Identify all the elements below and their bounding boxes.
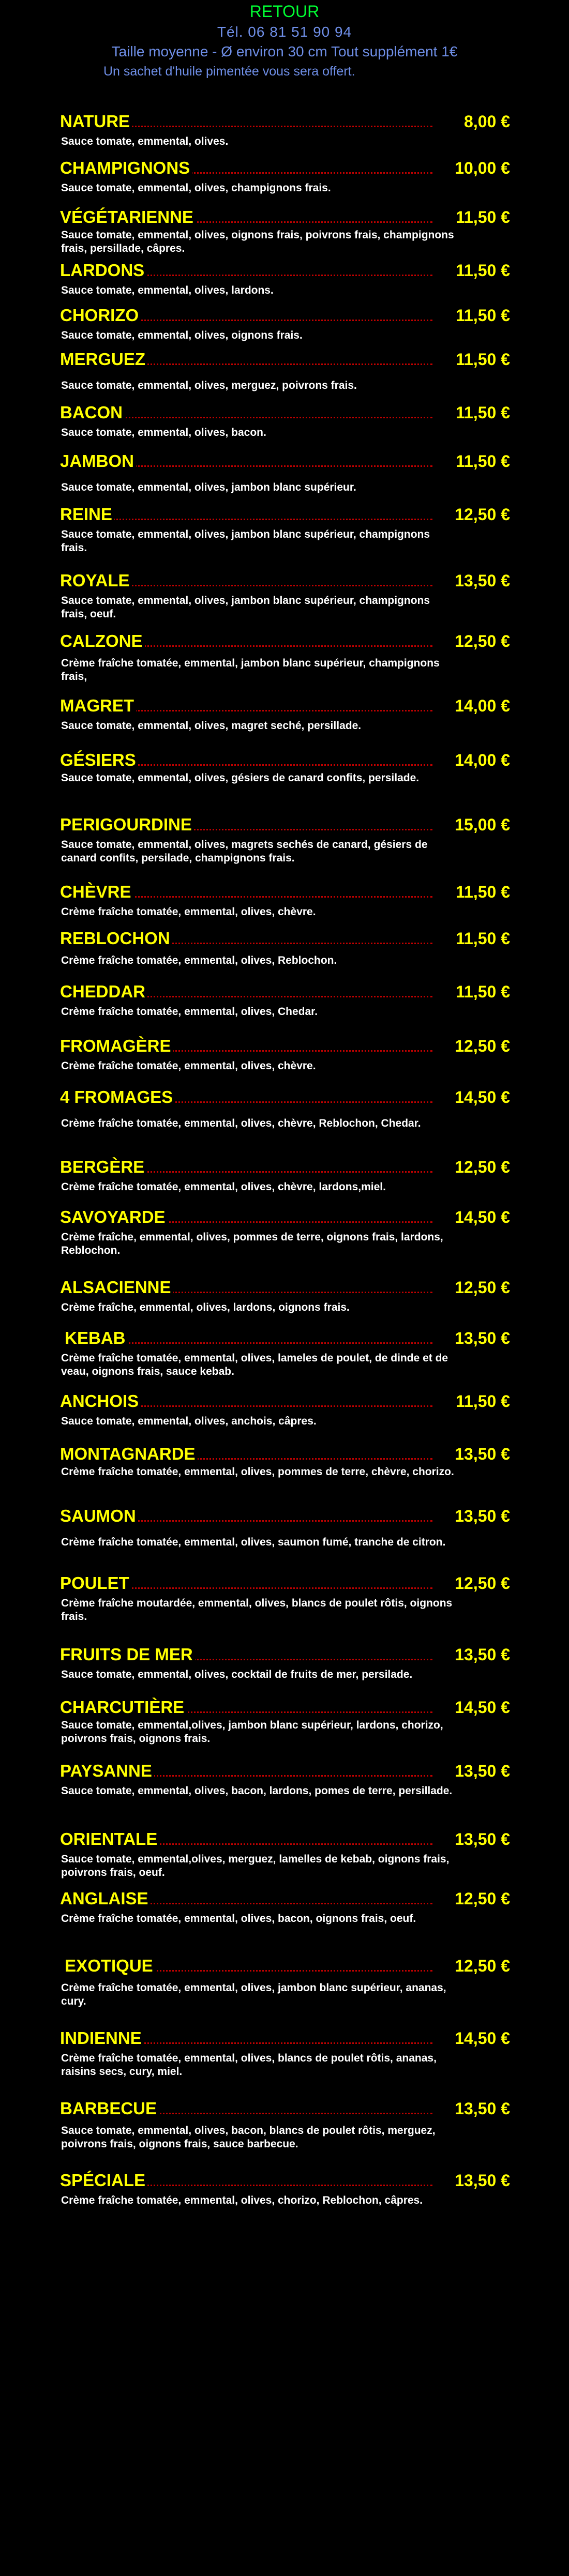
pizza-price: 10,00 € (452, 158, 510, 178)
pizza-ingredients: Sauce tomate, emmental, olives, bacon, lardons, pomes de terre, persillade. (61, 1785, 453, 1797)
pizza-ingredients: Crème fraîche tomatée, emmental, olives, chèvre, Reblochon, Chedar. (61, 1117, 421, 1129)
pizza-name: LARDONS (60, 260, 146, 281)
pizza-price: 14,50 € (452, 1087, 510, 1108)
pizza-ingredients: Crème fraîche tomatée, emmental, olives, lameles de poulet, de dinde et de veau, oignons frais, sauce kebab. (61, 1352, 448, 1377)
pizza-ingredients: Sauce tomate, emmental, olives, jambon blanc supérieur, champignons frais. (61, 528, 430, 554)
pizza-name: SPÉCIALE (60, 2170, 147, 2191)
pizza-ingredients: Sauce tomate, emmental, olives, merguez, poivrons frais. (61, 380, 357, 391)
pizza-name: NATURE (60, 111, 132, 132)
pizza-ingredients: Sauce tomate, emmental, olives, oignons frais, poivrons frais, champignons frais, persillade, câpres. (61, 229, 454, 254)
menu-item-row (60, 207, 510, 228)
menu-item-row (60, 1036, 510, 1056)
pizza-price: 13,50 € (452, 1328, 510, 1348)
pizza-name: POULET (60, 1573, 131, 1594)
pizza-price: 13,50 € (452, 1506, 510, 1526)
pizza-name: EXOTIQUE (60, 1956, 155, 1976)
pizza-price: 12,50 € (452, 1573, 510, 1594)
pizza-name: ANCHOIS (60, 1391, 141, 1412)
pizza-name: MAGRET (60, 695, 136, 716)
pizza-ingredients: Sauce tomate, emmental, olives, jambon blanc supérieur, champignons frais, oeuf. (61, 595, 430, 620)
pizza-price: 13,50 € (452, 1644, 510, 1665)
pizza-name: SAUMON (60, 1506, 138, 1526)
pizza-ingredients: Sauce tomate, emmental,olives, merguez, lamelles de kebab, oignons frais, poivrons frais, oeuf. (61, 1853, 450, 1878)
pizza-name: PAYSANNE (60, 1761, 154, 1781)
pizza-price: 12,50 € (452, 1036, 510, 1056)
menu-item-row (60, 631, 510, 651)
pizza-ingredients: Crème fraîche tomatée, emmental, jambon blanc supérieur, champignons frais, (61, 657, 440, 683)
pizza-ingredients: Crème fraîche tomatée, emmental, olives, saumon fumé, tranche de citron. (61, 1536, 446, 1548)
menu-item-row (60, 1829, 510, 1850)
pizza-name: CHARCUTIÈRE (60, 1697, 186, 1718)
pizza-price: 14,00 € (452, 750, 510, 770)
pizza-name: KEBAB (60, 1328, 128, 1348)
menu-item-row (60, 2098, 510, 2119)
pizza-name: BACON (60, 402, 125, 423)
pizza-price: 13,50 € (452, 2170, 510, 2191)
pizza-price: 11,50 € (453, 402, 510, 423)
pizza-name: MONTAGNARDE (60, 1444, 198, 1464)
menu-item-row (60, 260, 510, 281)
pizza-name: REINE (60, 504, 114, 525)
pizza-ingredients: Sauce tomate, emmental, olives, bacon. (61, 427, 266, 438)
menu-item-row (60, 695, 510, 716)
pizza-name: BARBECUE (60, 2098, 159, 2119)
pizza-ingredients: Crème fraîche tomatée, emmental, olives, blancs de poulet rôtis, ananas, raisins secs, cury, miel. (61, 2052, 437, 2078)
pizza-price: 11,50 € (453, 882, 510, 902)
menu-item-row (60, 570, 510, 591)
pizza-name: GÉSIERS (60, 750, 138, 770)
pizza-name: ANGLAISE (60, 1888, 151, 1909)
pizza-name: CHÈVRE (60, 882, 133, 902)
pizza-price: 11,50 € (453, 260, 510, 281)
pizza-price: 12,50 € (452, 504, 510, 525)
pizza-price: 11,50 € (453, 305, 510, 326)
retour-link[interactable]: RETOUR (249, 2, 320, 21)
pizza-ingredients: Sauce tomate, emmental, olives, lardons. (61, 284, 274, 296)
menu-item-row (60, 1573, 510, 1594)
menu-item-row (60, 2170, 510, 2191)
pizza-name: SAVOYARDE (60, 1207, 168, 1228)
menu-item-row (60, 111, 510, 132)
pizza-ingredients: Crème fraîche tomatée, emmental, olives, chèvre. (61, 1060, 316, 1072)
pizza-name: VÉGÉTARIENNE (60, 207, 196, 228)
menu-item-row (60, 750, 510, 770)
pizza-name: MERGUEZ (60, 349, 147, 370)
pizza-ingredients: Sauce tomate, emmental, olives, anchois, câpres. (61, 1415, 317, 1427)
menu-item-row (60, 1207, 510, 1228)
pizza-ingredients: Sauce tomate, emmental, olives, cocktail de fruits de mer, persilade. (61, 1669, 413, 1680)
menu-item-row (60, 349, 510, 370)
menu-item-row (60, 305, 510, 326)
pizza-price: 11,50 € (453, 451, 510, 472)
pizza-ingredients: Crème fraîche tomatée, emmental, olives, Reblochon. (61, 954, 337, 966)
menu-item-row (60, 1087, 510, 1108)
menu-item-row (60, 1277, 510, 1298)
menu-item-row (60, 402, 510, 423)
menu-item-row (60, 1328, 510, 1348)
menu-item-row (60, 1697, 510, 1718)
menu-item-row (60, 451, 510, 472)
pizza-name: PERIGOURDINE (60, 814, 194, 835)
pizza-price: 13,50 € (452, 570, 510, 591)
menu-item-row (60, 814, 510, 835)
pizza-price: 13,50 € (452, 1829, 510, 1850)
pizza-ingredients: Crème fraîche, emmental, olives, lardons, oignons frais. (61, 1301, 350, 1313)
pizza-price: 13,50 € (452, 2098, 510, 2119)
pizza-ingredients: Sauce tomate, emmental, olives, champignons frais. (61, 182, 331, 194)
menu-item-row (60, 2028, 510, 2049)
pizza-ingredients: Sauce tomate, emmental, olives, bacon, blancs de poulet rôtis, merguez, poivrons frais, oignons frais, sauce barbecue. (61, 2125, 436, 2150)
menu-item-row (60, 158, 510, 178)
pizza-ingredients: Crème fraîche tomatée, emmental, olives, chorizo, Reblochon, câpres. (61, 2194, 423, 2206)
pizza-ingredients: Sauce tomate, emmental, olives, jambon blanc supérieur. (61, 481, 356, 493)
pizza-price: 14,00 € (452, 695, 510, 716)
pizza-name: ALSACIENNE (60, 1277, 173, 1298)
pizza-ingredients: Sauce tomate, emmental,olives, jambon blanc supérieur, lardons, chorizo, poivrons frais, oignons frais. (61, 1719, 443, 1745)
pizza-name: FROMAGÈRE (60, 1036, 173, 1056)
pizza-name: FRUITS DE MER (60, 1644, 195, 1665)
pizza-price: 13,50 € (452, 1444, 510, 1464)
pizza-name: REBLOCHON (60, 928, 172, 949)
pizza-price: 11,50 € (453, 981, 510, 1002)
pizza-name: 4 FROMAGES (60, 1087, 175, 1108)
pizza-price: 12,50 € (452, 631, 510, 651)
menu-item-row (60, 1761, 510, 1781)
pizza-ingredients: Sauce tomate, emmental, olives. (61, 135, 229, 147)
pizza-price: 11,50 € (453, 207, 510, 228)
pizza-name: BERGÈRE (60, 1157, 146, 1177)
pizza-ingredients: Sauce tomate, emmental, olives, gésiers de canard confits, persilade. (61, 772, 420, 784)
pizza-ingredients: Crème fraîche tomatée, emmental, olives, bacon, oignons frais, oeuf. (61, 1913, 416, 1925)
pizza-name: CHEDDAR (60, 981, 147, 1002)
pizza-price: 14,50 € (452, 2028, 510, 2049)
pizza-price: 12,50 € (452, 1888, 510, 1909)
pizza-ingredients: Sauce tomate, emmental, olives, oignons frais. (61, 329, 303, 341)
pizza-price: 12,50 € (452, 1277, 510, 1298)
menu-item-row (60, 1888, 510, 1909)
pizza-price: 14,50 € (452, 1207, 510, 1228)
dotted-leader (60, 519, 432, 520)
pizza-price: 15,00 € (452, 814, 510, 835)
pizza-name: ORIENTALE (60, 1829, 159, 1850)
menu-item-row (60, 1956, 510, 1976)
pizza-ingredients: Sauce tomate, emmental, olives, magrets sechés de canard, gésiers de canard confits, persilade, champignons frais. (61, 839, 428, 864)
pizza-ingredients: Crème fraîche tomatée, emmental, olives, Chedar. (61, 1006, 318, 1018)
pizza-price: 13,50 € (452, 1761, 510, 1781)
pizza-ingredients: Sauce tomate, emmental, olives, magret seché, persillade. (61, 720, 362, 732)
pizza-price: 12,50 € (452, 1157, 510, 1177)
pizza-price: 11,50 € (453, 1391, 510, 1412)
menu-item-row (60, 1391, 510, 1412)
menu-item-row (60, 1506, 510, 1526)
menu-item-row (60, 981, 510, 1002)
offer-note: Un sachet d'huile pimentée vous sera offert. (103, 64, 355, 79)
pizza-name: CHAMPIGNONS (60, 158, 192, 178)
pizza-ingredients: Crème fraîche tomatée, emmental, olives, chèvre, lardons,miel. (61, 1181, 386, 1193)
menu-item-row (60, 1157, 510, 1177)
pizza-name: ROYALE (60, 570, 131, 591)
pizza-ingredients: Crème fraîche, emmental, olives, pommes de terre, oignons frais, lardons, Reblochon. (61, 1231, 443, 1256)
pizza-name: CALZONE (60, 631, 145, 651)
pizza-name: INDIENNE (60, 2028, 144, 2049)
pizza-ingredients: Crème fraîche moutardée, emmental, olives, blancs de poulet rôtis, oignons frais. (61, 1597, 453, 1623)
pizza-price: 14,50 € (452, 1697, 510, 1718)
menu-item-row (60, 882, 510, 902)
pizza-ingredients: Crème fraîche tomatée, emmental, olives, jambon blanc supérieur, ananas, cury. (61, 1982, 446, 2007)
menu-item-row (60, 504, 510, 525)
phone-number: Tél. 06 81 51 90 94 (217, 24, 352, 40)
menu-item-row (60, 1644, 510, 1665)
pizza-ingredients: Crème fraîche tomatée, emmental, olives, pommes de terre, chèvre, chorizo. (61, 1466, 454, 1478)
menu-item-row (60, 928, 510, 949)
menu-item-row (60, 1444, 510, 1464)
pizza-name: JAMBON (60, 451, 136, 472)
pizza-price: 12,50 € (452, 1956, 510, 1976)
pizza-ingredients: Crème fraîche tomatée, emmental, olives, chèvre. (61, 906, 316, 918)
size-info: Taille moyenne - Ø environ 30 cm Tout supplément 1€ (111, 43, 458, 59)
pizza-price: 11,50 € (453, 928, 510, 949)
pizza-price: 11,50 € (453, 349, 510, 370)
pizza-name: CHORIZO (60, 305, 141, 326)
pizza-price: 8,00 € (461, 111, 510, 132)
